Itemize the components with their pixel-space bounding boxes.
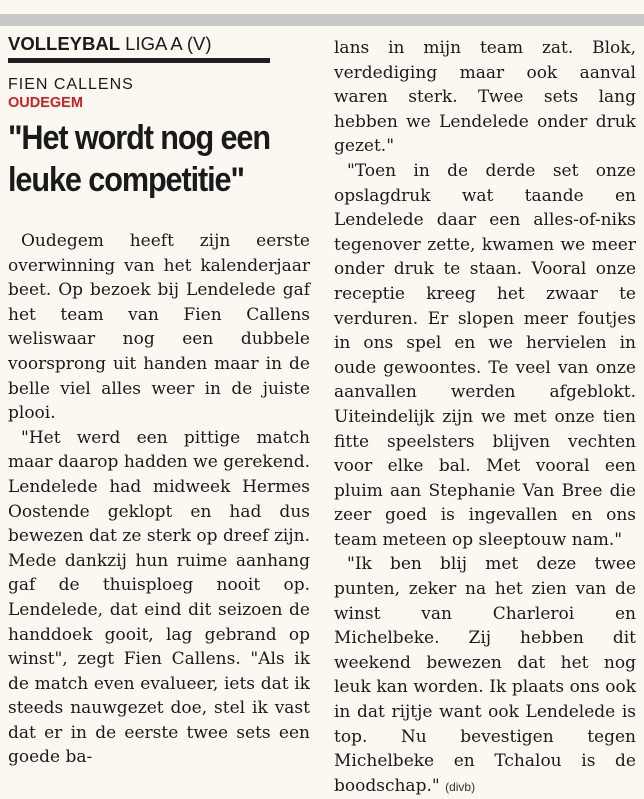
kicker-league: LIGA A (V) xyxy=(120,33,212,54)
top-gray-bar xyxy=(0,14,644,26)
paragraph: Oudegem heeft zijn eerste overwinning van het kalenderjaar beet. Op bezoek bij Lendelede gaf het team van Fien Callens weliswaar nog een dubbele voorsprong uit handen maar in de belle viel alles weer in de juiste plooi. xyxy=(8,231,310,424)
byline-name: FIEN CALLENS xyxy=(8,76,134,93)
paragraph-continued: lans in mijn team zat. Blok, verdediging maar ook aanval waren sterk. Twee sets lang hebben we Lendelede onder druk gezet." xyxy=(334,38,636,157)
right-column xyxy=(334,36,636,799)
kicker-sport: VOLLEYBAL xyxy=(8,33,121,54)
body-left xyxy=(8,229,310,770)
dateline-location: OUDEGEM xyxy=(8,95,83,111)
article-headline: "Het wordt nog een leuke competitie" xyxy=(8,119,270,199)
section-kicker xyxy=(8,34,270,63)
paragraph-last xyxy=(334,552,636,799)
paragraph: "Toen in de derde set onze opslagdruk wat taande en Lendelede daar een alles-of-niks tegenover zette, kwamen we meer onder druk te staan. Vooral onze receptie kreeg het zwaar te verduren. Er slopen meer foutjes in ons spel en we hervielen in oude gewoontes. Te veel van onze aanvallen werden afgeblokt. Uiteindelijk zijn we met onze tien fitte speelsters blijven vechten voor elke bal. Met vooral een pluim aan Stephanie Van Bree die zeer goed is ingevallen en ons team meteen op sleeptouw nam." xyxy=(334,160,636,550)
paragraph-text: "Ik ben blij met deze twee punten, zeker na het zien van de winst van Charleroi en Michelbeke. Zij hebben dit weekend bewezen dat het nog leuk kan worden. Ik plaats ons ook in dat rijtje want ook Lendelede is top. Nu bevestigen tegen Michelbeke en Tchalou is de boodschap." xyxy=(334,554,636,796)
left-column xyxy=(8,34,310,770)
author-signature: (divb) xyxy=(445,779,476,794)
paragraph: "Het werd een pittige match maar daarop hadden we gerekend. Lendelede had midweek Hermes Oostende geklopt en had dus bewezen dat ze sterk op dreef zijn. Mede dankzij hun ruime aanhang gaf de thuisploeg nooit op. Lendelede, dat eind dit seizoen de handdoek gooit, lag gebrand op winst", zegt Fien Callens. "Als ik de match even evalueer, iets dat ik steeds nauwgezet doe, stel ik vast dat er in de eerste twee sets een goede ba- xyxy=(8,427,310,768)
